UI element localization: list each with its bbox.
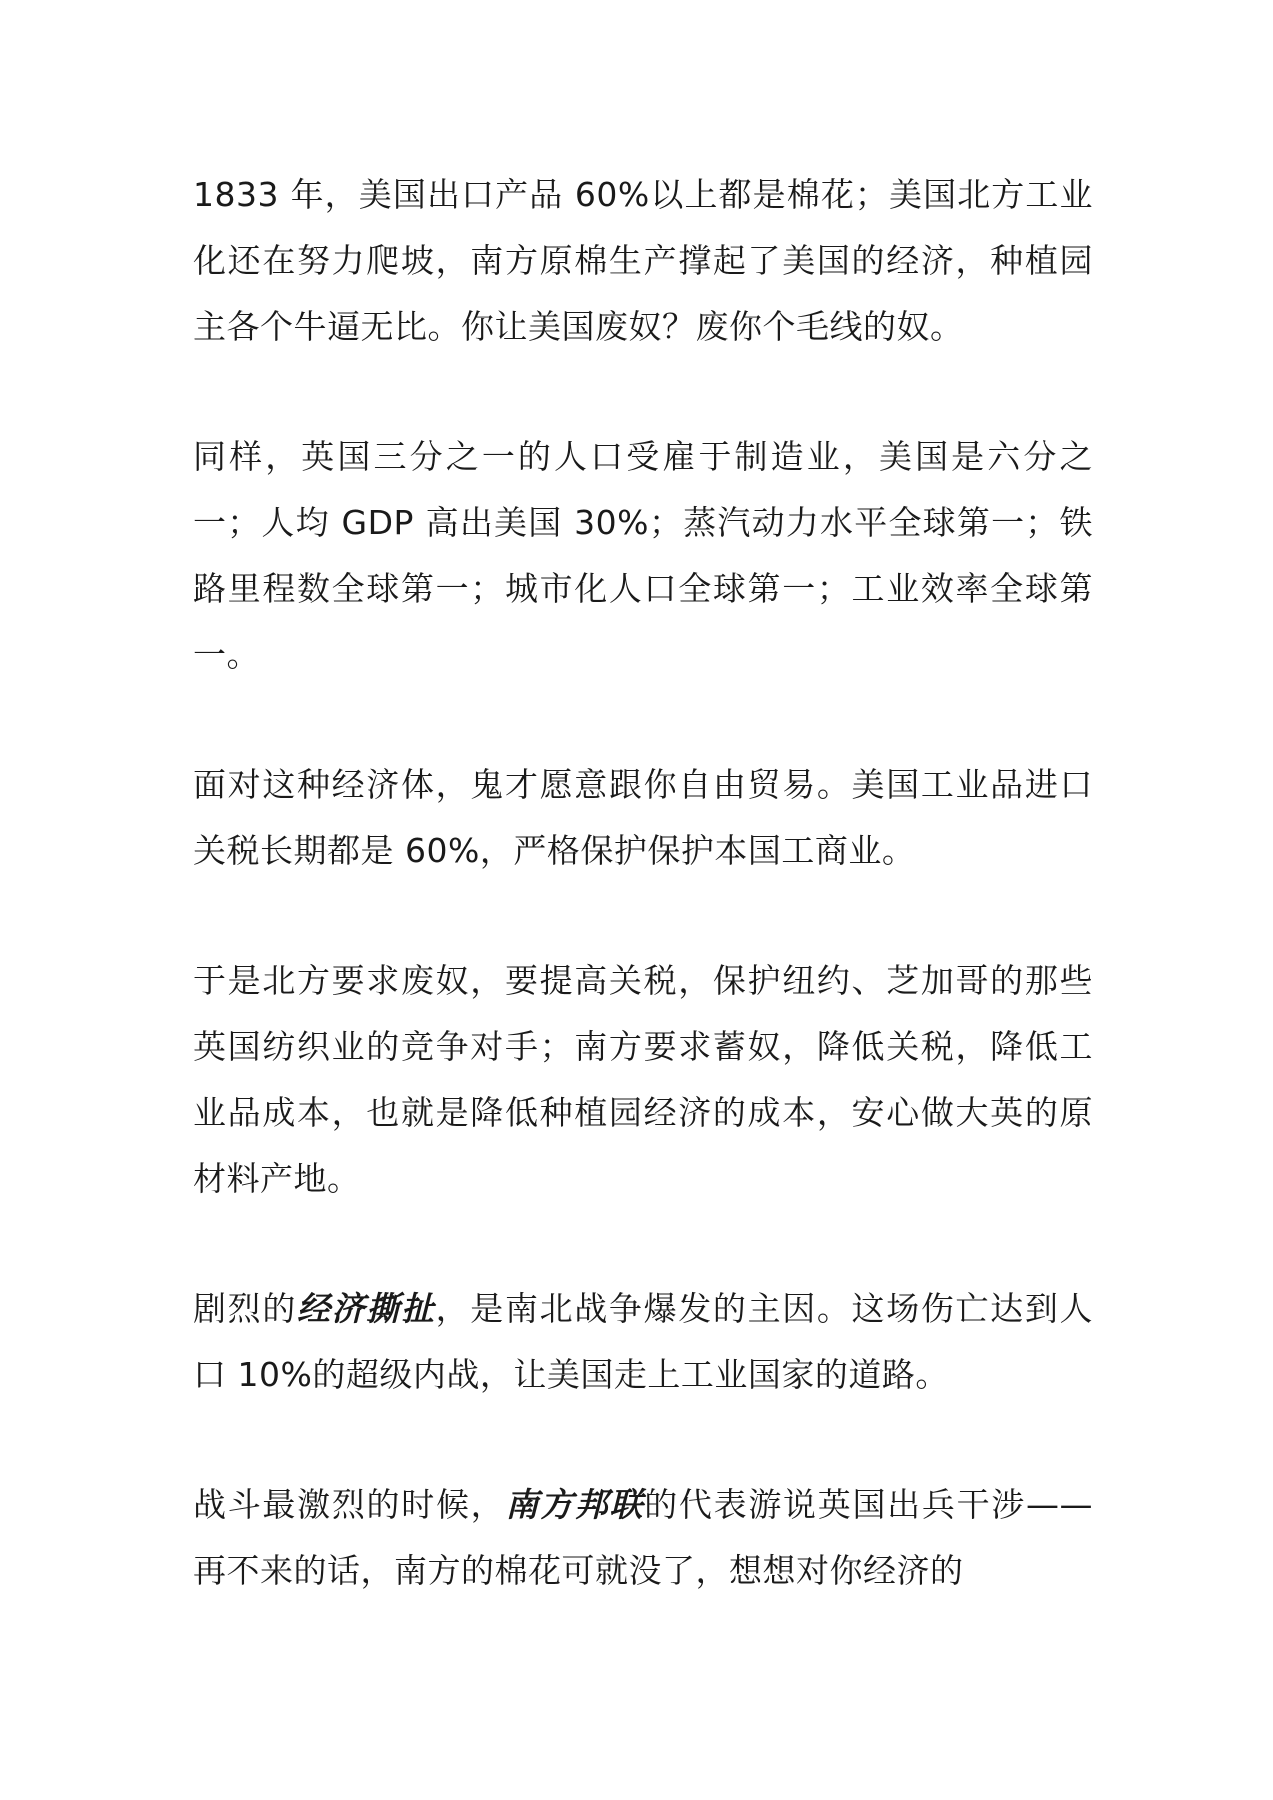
paragraph-north-south-demands: 于是北方要求废奴，要提高关税，保护纽约、芝加哥的那些英国纺织业的竞争对手；南方要求蓄奴，降低关税，降低工业品成本，也就是降低种植园经济的成本，安心做大英的原材料产地。 [193,961,1093,1198]
paragraph-text-before: 剧烈的 [193,1289,297,1328]
paragraph-confederacy-lobbying [193,1472,1093,1604]
paragraph-civil-war-cause [193,1276,1093,1408]
paragraph-tariffs: 面对这种经济体，鬼才愿意跟你自由贸易。美国工业品进口关税长期都是 60%，严格保护保护本国工商业。 [193,765,1093,870]
emphasis-confederacy: 南方邦联 [505,1485,645,1524]
emphasis-economic-tearing: 经济撕扯 [296,1289,436,1328]
paragraph-text-before: 战斗最激烈的时候， [193,1485,506,1524]
paragraph-text-after: 的代表游说英国出兵干涉—— 再不来的话，南方的棉花可就没了，想想对你经济的 [193,1485,1094,1590]
article-body [193,162,1093,1668]
paragraph-cotton-exports: 1833 年，美国出口产品 60%以上都是棉花；美国北方工业化还在努力爬坡，南方原棉生产撑起了美国的经济，种植园主各个牛逼无比。你让美国废奴？废你个毛线的奴。 [193,175,1093,346]
paragraph-text-after: ，是南北战争爆发的主因。这场伤亡达到人口 10%的超级内战，让美国走上工业国家的道路。 [193,1289,1094,1394]
paragraph-britain-industry: 同样，英国三分之一的人口受雇于制造业，美国是六分之一；人均 GDP 高出美国 30%；蒸汽动力水平全球第一；铁路里程数全球第一；城市化人口全球第一；工业效率全球第一。 [193,437,1093,674]
